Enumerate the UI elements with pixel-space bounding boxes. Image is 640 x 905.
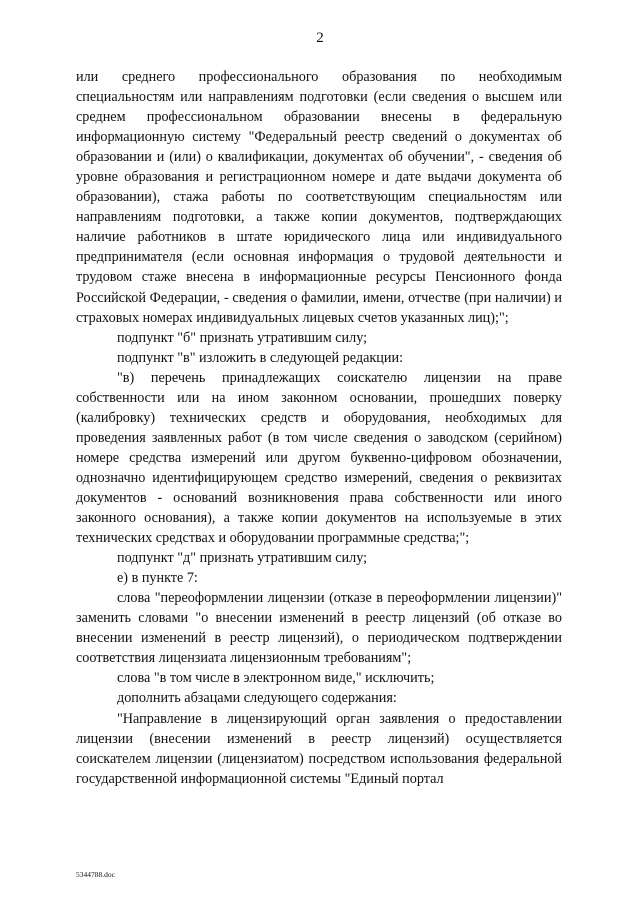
document-file-id: 5344788.doc [76, 870, 115, 879]
paragraph: "Направление в лицензирующий орган заявления о предоставлении лицензии (внесении изменений в реестр лицензий) осуществляется соискателем лицензии (лицензиатом) посредством использования федеральной государственной информационной системы "Единый портал [76, 710, 562, 787]
paragraph: дополнить абзацами следующего содержания: [117, 690, 397, 707]
paragraph: е) в пункте 7: [117, 570, 198, 587]
paragraph: подпункт "б" признать утратившим силу; [117, 329, 368, 346]
paragraph: "в) перечень принадлежащих соискателю лицензии на праве собственности или на ином законном основании, прошедших поверку (калибровку) технических средств и оборудования, необходимых для проведения заявленных работ (в том числе сведения о заводском (серийном) номере средства измерений или другом буквенно-цифровом обозначении, однозначно идентифицирующем средство измерений, сведения о реквизитах документов - оснований возникновения права собственности или иного законного основания), а также копии документов на используемые в этих технических средствах и оборудовании программные средства;"; [76, 369, 562, 547]
paragraph: подпункт "д" признать утратившим силу; [117, 550, 368, 567]
paragraph: или среднего профессионального образования по необходимым специальностям или направлениям подготовки (если сведения о высшем или среднем профессиональном образовании внесены в федеральную информационную систему "Федеральный реестр сведений о документах об образовании и (или) о квалификации, документах об обучении", - сведения об уровне образования и регистрационном номере и дате выдачи документа об образовании), стажа работы по соответствующим специальностям или направлениям подготовки, а также копии документов, подтверждающих наличие работников в штате юридического лица или индивидуального предпринимателя (если основная информация о трудовой деятельности и трудовом стаже внесена в информационные ресурсы Пенсионного фонда Российской Федерации, - сведения о фамилии, имени, отчестве (при наличии) и страховых номерах индивидуальных лицевых счетов указанных лиц);"; [76, 69, 562, 326]
paragraph: слова "переоформлении лицензии (отказе в переоформлении лицензии)" заменить словами "о внесении изменений в реестр лицензий (об отказе во внесении изменений в реестр лицензий), о периодическом подтверждении соответствия лицензиата лицензионным требованиям"; [76, 590, 562, 667]
document-body [76, 67, 562, 789]
paragraph: слова "в том числе в электронном виде," исключить; [117, 670, 435, 687]
paragraph: подпункт "в" изложить в следующей редакции: [117, 349, 404, 366]
page-number: 2 [316, 30, 324, 46]
